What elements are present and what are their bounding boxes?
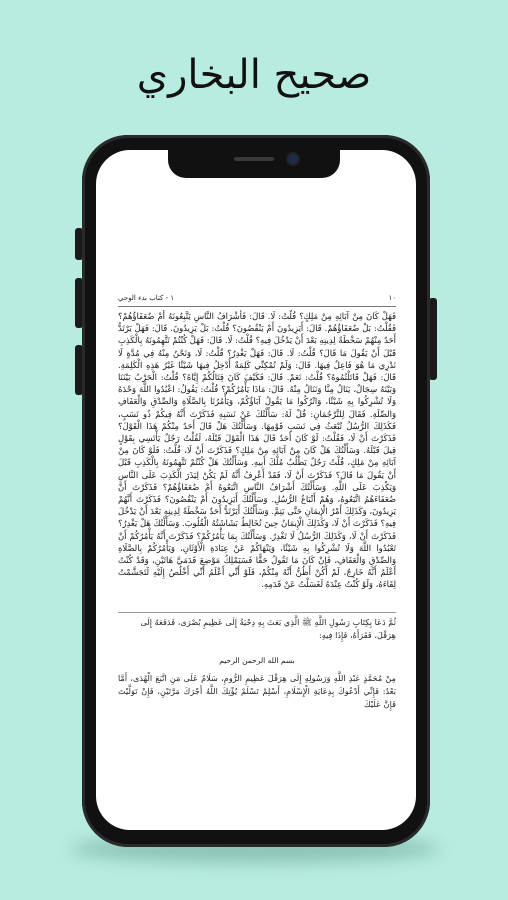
speaker-icon	[234, 157, 274, 161]
phone-power-button	[429, 298, 437, 380]
app-title: صحيح البخاري	[136, 52, 372, 98]
phone-notch	[168, 148, 340, 178]
running-head: ١ - كتاب بدء الوحي	[118, 294, 174, 302]
camera-icon	[288, 154, 298, 164]
letter-text: مِنْ مُحَمَّدٍ عَبْدِ اللَّهِ وَرَسُولِهِ إِلَى هِرَقْلَ عَظِيمِ الرُّومِ، سَلَامٌ عَلَى مَنِ اتَّبَعَ الْهُدَى، أَمَّا بَعْدُ: فَإِنِّي أَدْعُوكَ بِدِعَايَةِ الْإِسْلَامِ، أَسْلِمْ تَسْلَمْ يُؤْتِكَ اللَّهُ أَجْرَكَ مَرَّتَيْنِ، فَإِنْ تَوَلَّيْتَ فَإِنَّ عَلَيْكَ	[118, 673, 396, 709]
hadith-continuation-text: ثُمَّ دَعَا بِكِتَابِ رَسُولِ اللَّهِ ﷺ الَّذِي بَعَثَ بِهِ دِحْيَةُ إِلَى عَظِيمِ بُصْرَى، فَدَفَعَهُ إِلَى هِرَقْلَ، فَقَرَأَهُ، فَإِذَا فِيهِ:	[140, 617, 396, 640]
page-number: ١٠	[388, 294, 396, 302]
section-divider	[118, 612, 396, 613]
hadith-paragraph: فَهَلْ كَانَ مِنْ آبَائِهِ مِنْ مَلِكٍ؟ قُلْتُ: لَا. قَالَ: فَأَشْرَافُ النَّاسِ يَتَّبِعُونَهُ أَمْ ضُعَفَاؤُهُمْ؟ فَقُلْتُ: بَلْ ضُعَفَاؤُهُمْ. قَالَ: أَيَزِيدُونَ أَمْ يَنْقُصُونَ؟ قُلْتُ: بَلْ يَزِيدُونَ. قَالَ: فَهَلْ يَرْتَدُّ أَحَدٌ مِنْهُمْ سَخْطَةً لِدِينِهِ بَعْدَ أَنْ يَدْخُلَ فِيهِ؟ قُلْتُ: لَا. قَالَ: فَهَلْ كُنْتُمْ تَتَّهِمُونَهُ بِالْكَذِبِ قَبْلَ أَنْ يَقُولَ مَا قَالَ؟ قُلْتُ: لَا. قَالَ: فَهَلْ يَغْدِرُ؟ قُلْتُ: لَا، وَنَحْنُ مِنْهُ فِي مُدَّةٍ لَا نَدْرِي مَا هُوَ فَاعِلٌ فِيهَا. قَالَ: وَلَمْ تُمْكِنِّي كَلِمَةٌ أُدْخِلُ فِيهَا شَيْئًا غَيْرُ هَذِهِ الْكَلِمَةِ. قَالَ: فَهَلْ قَاتَلْتُمُوهُ؟ قُلْتُ: نَعَمْ. قَالَ: فَكَيْفَ كَانَ قِتَالُكُمْ إِيَّاهُ؟ قُلْتُ: الْحَرْبُ بَيْنَنَا وَبَيْنَهُ سِجَالٌ، يَنَالُ مِنَّا وَنَنَالُ مِنْهُ. قَالَ: مَاذَا يَأْمُرُكُمْ؟ قُلْتُ: يَقُولُ: اعْبُدُوا اللَّهَ وَحْدَهُ وَلَا تُشْرِكُوا بِهِ شَيْئًا، وَاتْرُكُوا مَا يَقُولُ آبَاؤُكُمْ، وَيَأْمُرُنَا بِالصَّلَاةِ وَالصِّدْقِ وَالْعَفَافِ وَالصِّلَةِ. فَقَالَ لِلتَّرْجُمَانِ: قُلْ لَهُ: سَأَلْتُكَ عَنْ نَسَبِهِ فَذَكَرْتَ أَنَّهُ فِيكُمْ ذُو نَسَبٍ، فَكَذَلِكَ الرُّسُلُ تُبْعَثُ فِي نَسَبِ قَوْمِهَا. وَسَأَلْتُكَ هَلْ قَالَ أَحَدٌ مِنْكُمْ هَذَا الْقَوْلَ؟ فَذَكَرْتَ أَنْ لَا، فَقُلْتُ: لَوْ كَانَ أَحَدٌ قَالَ هَذَا الْقَوْلَ قَبْلَهُ، لَقُلْتُ رَجُلٌ يَأْتَسِي بِقَوْلٍ قِيلَ قَبْلَهُ. وَسَأَلْتُكَ هَلْ كَانَ مِنْ آبَائِهِ مِنْ مَلِكٍ؟ فَذَكَرْتَ أَنْ لَا، قُلْتُ: فَلَوْ كَانَ مِنْ آبَائِهِ مِنْ مَلِكٍ، قُلْتُ رَجُلٌ يَطْلُبُ مُلْكَ أَبِيهِ. وَسَأَلْتُكَ هَلْ كُنْتُمْ تَتَّهِمُونَهُ بِالْكَذِبِ قَبْلَ أَنْ يَقُولَ مَا قَالَ؟ فَذَكَرْتَ أَنْ لَا، فَقَدْ أَعْرِفُ أَنَّهُ لَمْ يَكُنْ لِيَذَرَ الْكَذِبَ عَلَى النَّاسِ وَيَكْذِبَ عَلَى اللَّهِ. وَسَأَلْتُكَ أَشْرَافُ النَّاسِ اتَّبَعُوهُ أَمْ ضُعَفَاؤُهُمْ؟ فَذَكَرْتَ أَنَّ ضُعَفَاءَهُمُ اتَّبَعُوهُ، وَهُمْ أَتْبَاعُ الرُّسُلِ. وَسَأَلْتُكَ أَيَزِيدُونَ أَمْ يَنْقُصُونَ؟ فَذَكَرْتَ أَنَّهُمْ يَزِيدُونَ، وَكَذَلِكَ أَمْرُ الْإِيمَانِ حَتَّى يَتِمَّ. وَسَأَلْتُكَ أَيَرْتَدُّ أَحَدٌ سَخْطَةً لِدِينِهِ بَعْدَ أَنْ يَدْخُلَ فِيهِ؟ فَذَكَرْتَ أَنْ لَا، وَكَذَلِكَ الْإِيمَانُ حِينَ تُخَالِطُ بَشَاشَتُهُ الْقُلُوبَ. وَسَأَلْتُكَ هَلْ يَغْدِرُ؟ فَذَكَرْتَ أَنْ لَا، وَكَذَلِكَ الرُّسُلُ لَا تَغْدِرُ. وَسَأَلْتُكَ بِمَا يَأْمُرُكُمْ؟ فَذَكَرْتَ أَنَّهُ يَأْمُرُكُمْ أَنْ تَعْبُدُوا اللَّهَ وَلَا تُشْرِكُوا بِهِ شَيْئًا، وَيَنْهَاكُمْ عَنْ عِبَادَةِ الْأَوْثَانِ، وَيَأْمُرُكُمْ بِالصَّلَاةِ وَالصِّدْقِ وَالْعَفَافِ، فَإِنْ كَانَ مَا تَقُولُ حَقًّا فَسَيَمْلِكُ مَوْضِعَ قَدَمَيَّ هَاتَيْنِ، وَقَدْ كُنْتُ أَعْلَمُ أَنَّهُ خَارِجٌ، لَمْ أَكُنْ أَظُنُّ أَنَّهُ مِنْكُمْ، فَلَوْ أَنِّي أَعْلَمُ أَنِّي أَخْلُصُ إِلَيْهِ لَتَجَشَّمْتُ لِقَاءَهُ، وَلَوْ كُنْتُ عِنْدَهُ لَغَسَلْتُ عَنْ قَدَمِهِ.	[118, 311, 396, 590]
basmala-heading: بسم الله الرحمن الرحيم	[219, 656, 295, 665]
page-header	[118, 294, 396, 307]
hadith-body-text[interactable]	[118, 310, 396, 610]
